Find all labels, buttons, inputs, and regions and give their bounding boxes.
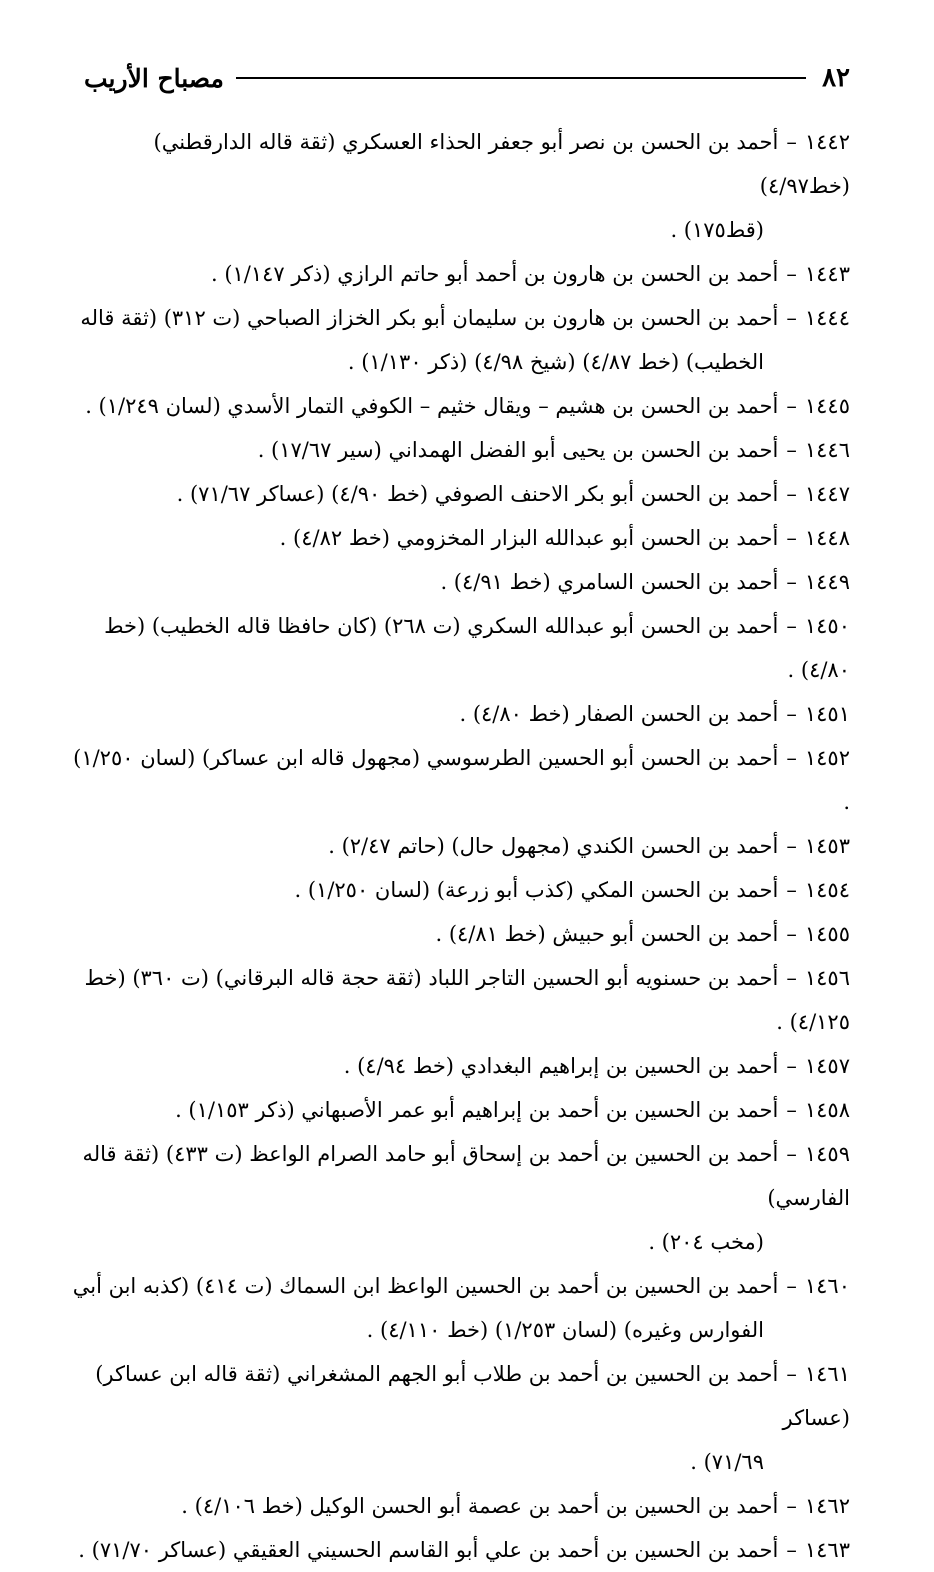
entry-text: أحمد بن الحسن أبو الحسين الطرسوسي (مجهول قاله ابن عساكر) (لسان ١/٢٥٠) . — [73, 746, 850, 814]
entry-text: أحمد بن الحسين بن أحمد بن إسحاق أبو حامد الصرام الواعظ (ت ٤٣٣) (ثقة قاله الفارسي) — [82, 1142, 850, 1210]
entry-number: ١٤٥٣ — [804, 834, 850, 858]
entry-number: ١٤٤٨ — [804, 526, 850, 550]
entry-line — [70, 1044, 850, 1088]
entry-number: ١٤٥٧ — [804, 1054, 850, 1078]
entry-line — [70, 560, 850, 604]
entry-dash: – — [786, 1494, 797, 1518]
list-item — [70, 296, 850, 384]
list-item — [70, 1264, 850, 1352]
entry-text: أحمد بن الحسن المكي (كذب أبو زرعة) (لسان ١/٢٥٠) . — [294, 878, 779, 902]
entry-text: أحمد بن الحسن أبو حبيش (خط ٤/٨١) . — [435, 922, 779, 946]
entry-line — [70, 824, 850, 868]
entry-text: أحمد بن حسنويه أبو الحسين التاجر اللباد (ثقة حجة قاله البرقاني) (ت ٣٦٠) (خط ٤/١٢٥) . — [84, 966, 850, 1034]
entry-number: ١٤٦١ — [804, 1362, 850, 1386]
entry-text: أحمد بن الحسن أبو بكر الاحنف الصوفي (خط ٤/٩٠) (عساكر ٧١/٦٧) . — [176, 482, 779, 506]
entry-text: أحمد بن الحسين بن أحمد بن علي أبو القاسم الحسيني العقيقي (عساكر ٧١/٧٠) . — [78, 1538, 779, 1562]
list-item — [70, 560, 850, 604]
entry-line — [70, 384, 850, 428]
entry-continuation: (قط١٧٥) . — [670, 218, 764, 242]
list-item — [70, 824, 850, 868]
entry-text: أحمد بن الحسين بن أحمد بن إبراهيم أبو عمر الأصبهاني (ذكر ١/١٥٣) . — [175, 1098, 779, 1122]
entry-number: ١٤٦٠ — [804, 1274, 850, 1298]
list-item — [70, 1352, 850, 1484]
entry-text: أحمد بن الحسن بن يحيى أبو الفضل الهمداني (سير ١٧/٦٧) . — [257, 438, 779, 462]
entry-continuation: الفوارس وغيره) (لسان ١/٢٥٣) (خط ٤/١١٠) . — [366, 1318, 764, 1342]
entry-dash: – — [786, 922, 797, 946]
entry-text: أحمد بن الحسن أبو عبدالله السكري (ت ٢٦٨) (كان حافظا قاله الخطيب) (خط ٤/٨٠) . — [104, 614, 850, 682]
list-item — [70, 428, 850, 472]
entry-text: أحمد بن الحسن بن هارون بن أحمد أبو حاتم الرازي (ذكر ١/١٤٧) . — [210, 262, 779, 286]
page-number: ٨٢ — [822, 63, 850, 93]
page-header — [84, 56, 850, 100]
entry-line — [70, 252, 850, 296]
list-item — [70, 956, 850, 1044]
list-item — [70, 1528, 850, 1572]
entry-dash: – — [786, 1274, 797, 1298]
entry-line — [70, 692, 850, 736]
list-item — [70, 912, 850, 956]
entry-number: ١٤٤٩ — [804, 570, 850, 594]
entry-number: ١٤٤٦ — [804, 438, 850, 462]
list-item — [70, 472, 850, 516]
entry-dash: – — [786, 614, 797, 638]
entry-dash: – — [786, 262, 797, 286]
entry-number: ١٤٥٥ — [804, 922, 850, 946]
entry-dash: – — [786, 1054, 797, 1078]
list-item — [70, 516, 850, 560]
entry-line — [70, 1528, 850, 1572]
entry-text: أحمد بن الحسن بن هارون بن سليمان أبو بكر الخزاز الصباحي (ت ٣١٢) (ثقة قاله — [80, 306, 779, 330]
list-item — [70, 1484, 850, 1528]
list-item — [70, 1132, 850, 1264]
entry-line — [70, 472, 850, 516]
list-item — [70, 1088, 850, 1132]
entry-dash: – — [786, 306, 797, 330]
entry-text: أحمد بن الحسن السامري (خط ٤/٩١) . — [440, 570, 779, 594]
entry-list — [70, 120, 850, 1572]
entry-number: ١٤٥٩ — [804, 1142, 850, 1166]
entry-number: ١٤٥٨ — [804, 1098, 850, 1122]
entry-text: أحمد بن الحسين بن أحمد بن الحسين الواعظ ابن السماك (ت ٤١٤) (كذبه ابن أبي — [72, 1274, 779, 1298]
entry-line — [70, 1352, 850, 1440]
entry-text: أحمد بن الحسن الكندي (مجهول حال) (حاتم ٢/٤٧) . — [328, 834, 779, 858]
entry-dash: – — [786, 438, 797, 462]
entry-text: أحمد بن الحسين بن أحمد بن عصمة أبو الحسن الوكيل (خط ٤/١٠٦) . — [181, 1494, 779, 1518]
entry-number: ١٤٥٠ — [804, 614, 850, 638]
entry-dash: – — [786, 1142, 797, 1166]
entry-line — [70, 120, 850, 208]
entry-text: أحمد بن الحسن الصفار (خط ٤/٨٠) . — [459, 702, 779, 726]
entry-line — [70, 1484, 850, 1528]
list-item — [70, 1044, 850, 1088]
entry-number: ١٤٤٧ — [804, 482, 850, 506]
entry-dash: – — [786, 966, 797, 990]
entry-number: ١٤٤٢ — [804, 130, 850, 154]
entry-dash: – — [786, 878, 797, 902]
entry-line — [70, 1088, 850, 1132]
entry-line — [70, 868, 850, 912]
entry-line — [70, 1132, 850, 1220]
entry-number: ١٤٥٤ — [804, 878, 850, 902]
entry-line — [70, 604, 850, 692]
entry-dash: – — [786, 1098, 797, 1122]
list-item — [70, 252, 850, 296]
entry-number: ١٤٦٢ — [804, 1494, 850, 1518]
header-rule — [236, 77, 806, 79]
list-item — [70, 120, 850, 252]
entry-line — [70, 1264, 850, 1308]
entry-number: ١٤٦٣ — [804, 1538, 850, 1562]
entry-text: أحمد بن الحسين بن إبراهيم البغدادي (خط ٤/٩٤) . — [343, 1054, 779, 1078]
entry-number: ١٤٤٣ — [804, 262, 850, 286]
entry-dash: – — [786, 1362, 797, 1386]
entry-number: ١٤٤٤ — [804, 306, 850, 330]
list-item — [70, 384, 850, 428]
entry-line — [70, 912, 850, 956]
book-title: مصباح الأريب — [84, 63, 224, 93]
entry-line — [70, 956, 850, 1044]
entry-line — [70, 428, 850, 472]
entry-number: ١٤٥٢ — [804, 746, 850, 770]
entry-dash: – — [786, 834, 797, 858]
entry-continuation: ٧١/٦٩) . — [690, 1450, 764, 1474]
entry-dash: – — [786, 702, 797, 726]
entry-continuation: (مخب ٢٠٤) . — [648, 1230, 764, 1254]
entry-dash: – — [786, 130, 797, 154]
entry-dash: – — [786, 526, 797, 550]
entry-number: ١٤٥١ — [804, 702, 850, 726]
list-item — [70, 604, 850, 692]
entry-text: أحمد بن الحسن أبو عبدالله البزار المخزومي (خط ٤/٨٢) . — [279, 526, 779, 550]
entry-dash: – — [786, 394, 797, 418]
list-item — [70, 868, 850, 912]
entry-line — [70, 736, 850, 824]
entry-dash: – — [786, 482, 797, 506]
list-item — [70, 736, 850, 824]
entry-number: ١٤٤٥ — [804, 394, 850, 418]
list-item — [70, 692, 850, 736]
entry-text: أحمد بن الحسن بن هشيم – ويقال خثيم – الكوفي التمار الأسدي (لسان ١/٢٤٩) . — [85, 394, 779, 418]
entry-line — [70, 516, 850, 560]
entry-continuation: الخطيب) (خط ٤/٨٧) (شيخ ٤/٩٨) (ذكر ١/١٣٠) . — [347, 350, 764, 374]
entry-dash: – — [786, 746, 797, 770]
entry-dash: – — [786, 1538, 797, 1562]
entry-text: أحمد بن الحسن بن نصر أبو جعفر الحذاء العسكري (ثقة قاله الدارقطني) (خط٤/٩٧) — [153, 130, 850, 198]
entry-dash: – — [786, 570, 797, 594]
entry-line — [70, 296, 850, 340]
entry-number: ١٤٥٦ — [804, 966, 850, 990]
entry-text: أحمد بن الحسين بن أحمد بن طلاب أبو الجهم المشغراني (ثقة قاله ابن عساكر) (عساكر — [95, 1362, 850, 1430]
